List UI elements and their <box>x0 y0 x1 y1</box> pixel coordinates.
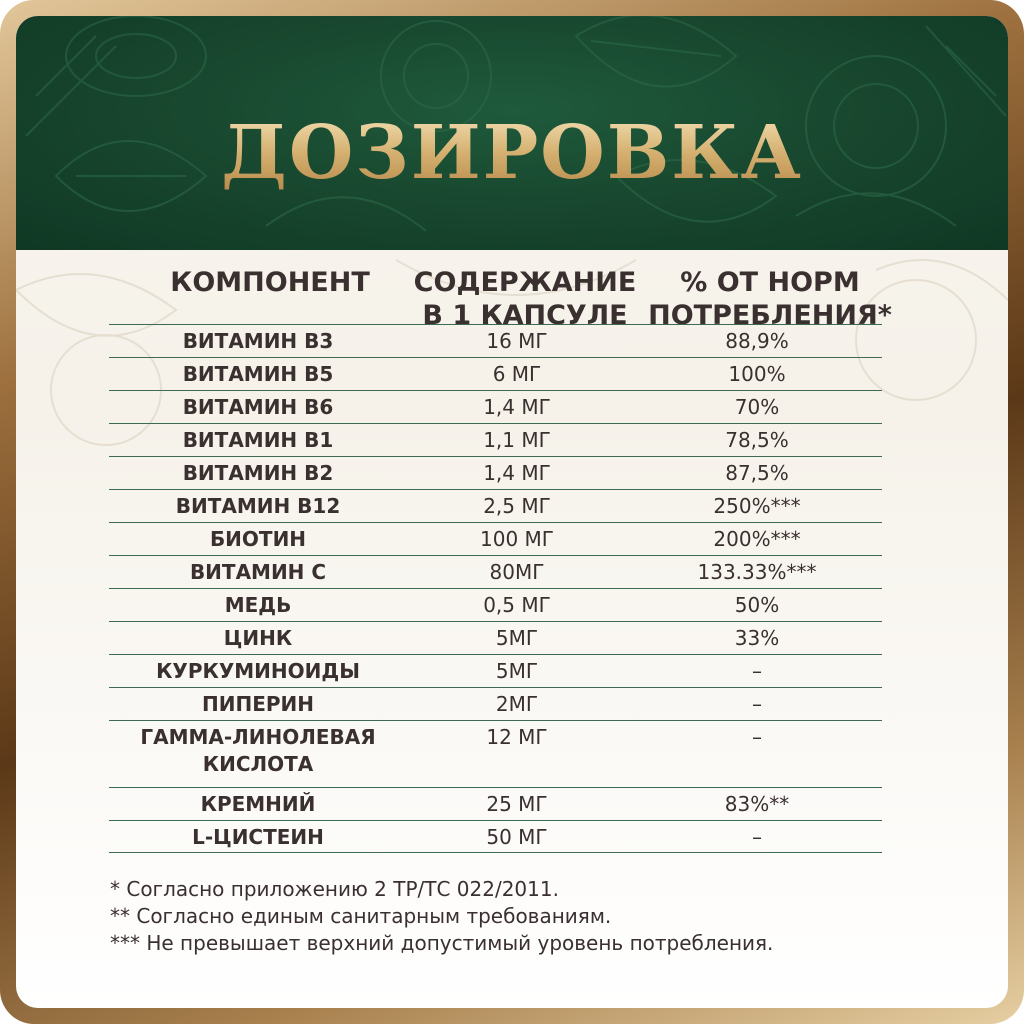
component-name: КУРКУМИНОИДЫ <box>156 659 360 683</box>
component-amount: 12 МГ <box>486 725 548 749</box>
component-amount: 16 МГ <box>486 329 548 353</box>
component-amount: 6 МГ <box>492 362 542 386</box>
component-name: ЦИНК <box>223 626 293 650</box>
component-name: ВИТАМИН В2 <box>182 461 334 485</box>
component-name: КРЕМНИЙ <box>200 792 316 816</box>
table-row <box>109 820 882 853</box>
component-percent: 83%** <box>724 792 790 816</box>
component-percent: 100% <box>728 362 786 386</box>
table-row <box>109 621 882 654</box>
table-row <box>109 687 882 720</box>
column-header-norm: % ОТ НОРМ ПОТРЕБЛЕНИЯ* <box>648 267 892 331</box>
component-amount: 1,1 МГ <box>483 428 551 452</box>
dosage-table <box>109 324 882 853</box>
table-row <box>109 588 882 621</box>
component-percent: – <box>752 659 762 683</box>
component-percent: – <box>752 725 762 749</box>
table-row <box>109 654 882 687</box>
footnote: *** Не превышает верхний допустимый уровень потребления. <box>110 931 774 955</box>
column-header-content: СОДЕРЖАНИЕ В 1 КАПСУЛЕ <box>413 267 637 331</box>
component-percent: – <box>752 692 762 716</box>
table-row <box>109 357 882 390</box>
component-percent: 87,5% <box>725 461 789 485</box>
component-amount: 0,5 МГ <box>483 593 551 617</box>
component-percent: 33% <box>734 626 780 650</box>
footnote: ** Согласно единым санитарным требованиям. <box>110 904 612 928</box>
component-name: ГАММА-ЛИНОЛЕВАЯ КИСЛОТА <box>140 725 376 776</box>
page-title: ДОЗИРОВКА <box>16 116 1008 190</box>
footnotes <box>110 876 773 957</box>
component-percent: 250%*** <box>713 494 801 518</box>
component-name: ПИПЕРИН <box>201 692 314 716</box>
table-row <box>109 390 882 423</box>
component-name: ВИТАМИН В12 <box>175 494 341 518</box>
footnote: * Согласно приложению 2 ТР/ТС 022/2011. <box>110 877 559 901</box>
component-name: БИОТИН <box>209 527 307 551</box>
table-row <box>109 522 882 555</box>
component-percent: 70% <box>734 395 780 419</box>
component-name: МЕДЬ <box>224 593 292 617</box>
component-name: L-ЦИСТЕИН <box>192 825 324 849</box>
component-amount: 25 МГ <box>486 792 548 816</box>
component-percent: – <box>752 825 762 849</box>
component-amount: 1,4 МГ <box>483 395 551 419</box>
component-amount: 1,4 МГ <box>483 461 551 485</box>
component-amount: 100 МГ <box>480 527 554 551</box>
component-percent: 200%*** <box>713 527 801 551</box>
component-amount: 5МГ <box>495 626 539 650</box>
column-header-component: КОМПОНЕНТ <box>170 267 370 298</box>
component-name: ВИТАМИН В1 <box>182 428 334 452</box>
component-amount: 50 МГ <box>486 825 548 849</box>
component-name: ВИТАМИН В6 <box>182 395 334 419</box>
table-row <box>109 489 882 522</box>
table-row <box>109 555 882 588</box>
table-row <box>109 787 882 820</box>
table-row <box>109 720 882 787</box>
table-row <box>109 456 882 489</box>
component-percent: 78,5% <box>725 428 789 452</box>
component-percent: 50% <box>734 593 780 617</box>
component-amount: 80МГ <box>489 560 545 584</box>
component-amount: 5МГ <box>495 659 539 683</box>
header-banner <box>16 16 1008 250</box>
component-amount: 2,5 МГ <box>483 494 551 518</box>
table-row <box>109 423 882 456</box>
component-name: ВИТАМИН С <box>189 560 327 584</box>
component-name: ВИТАМИН В5 <box>182 362 334 386</box>
component-amount: 2МГ <box>495 692 539 716</box>
component-name: ВИТАМИН В3 <box>182 329 334 353</box>
table-row <box>109 324 882 357</box>
component-percent: 133.33%*** <box>697 560 817 584</box>
component-percent: 88,9% <box>725 329 789 353</box>
